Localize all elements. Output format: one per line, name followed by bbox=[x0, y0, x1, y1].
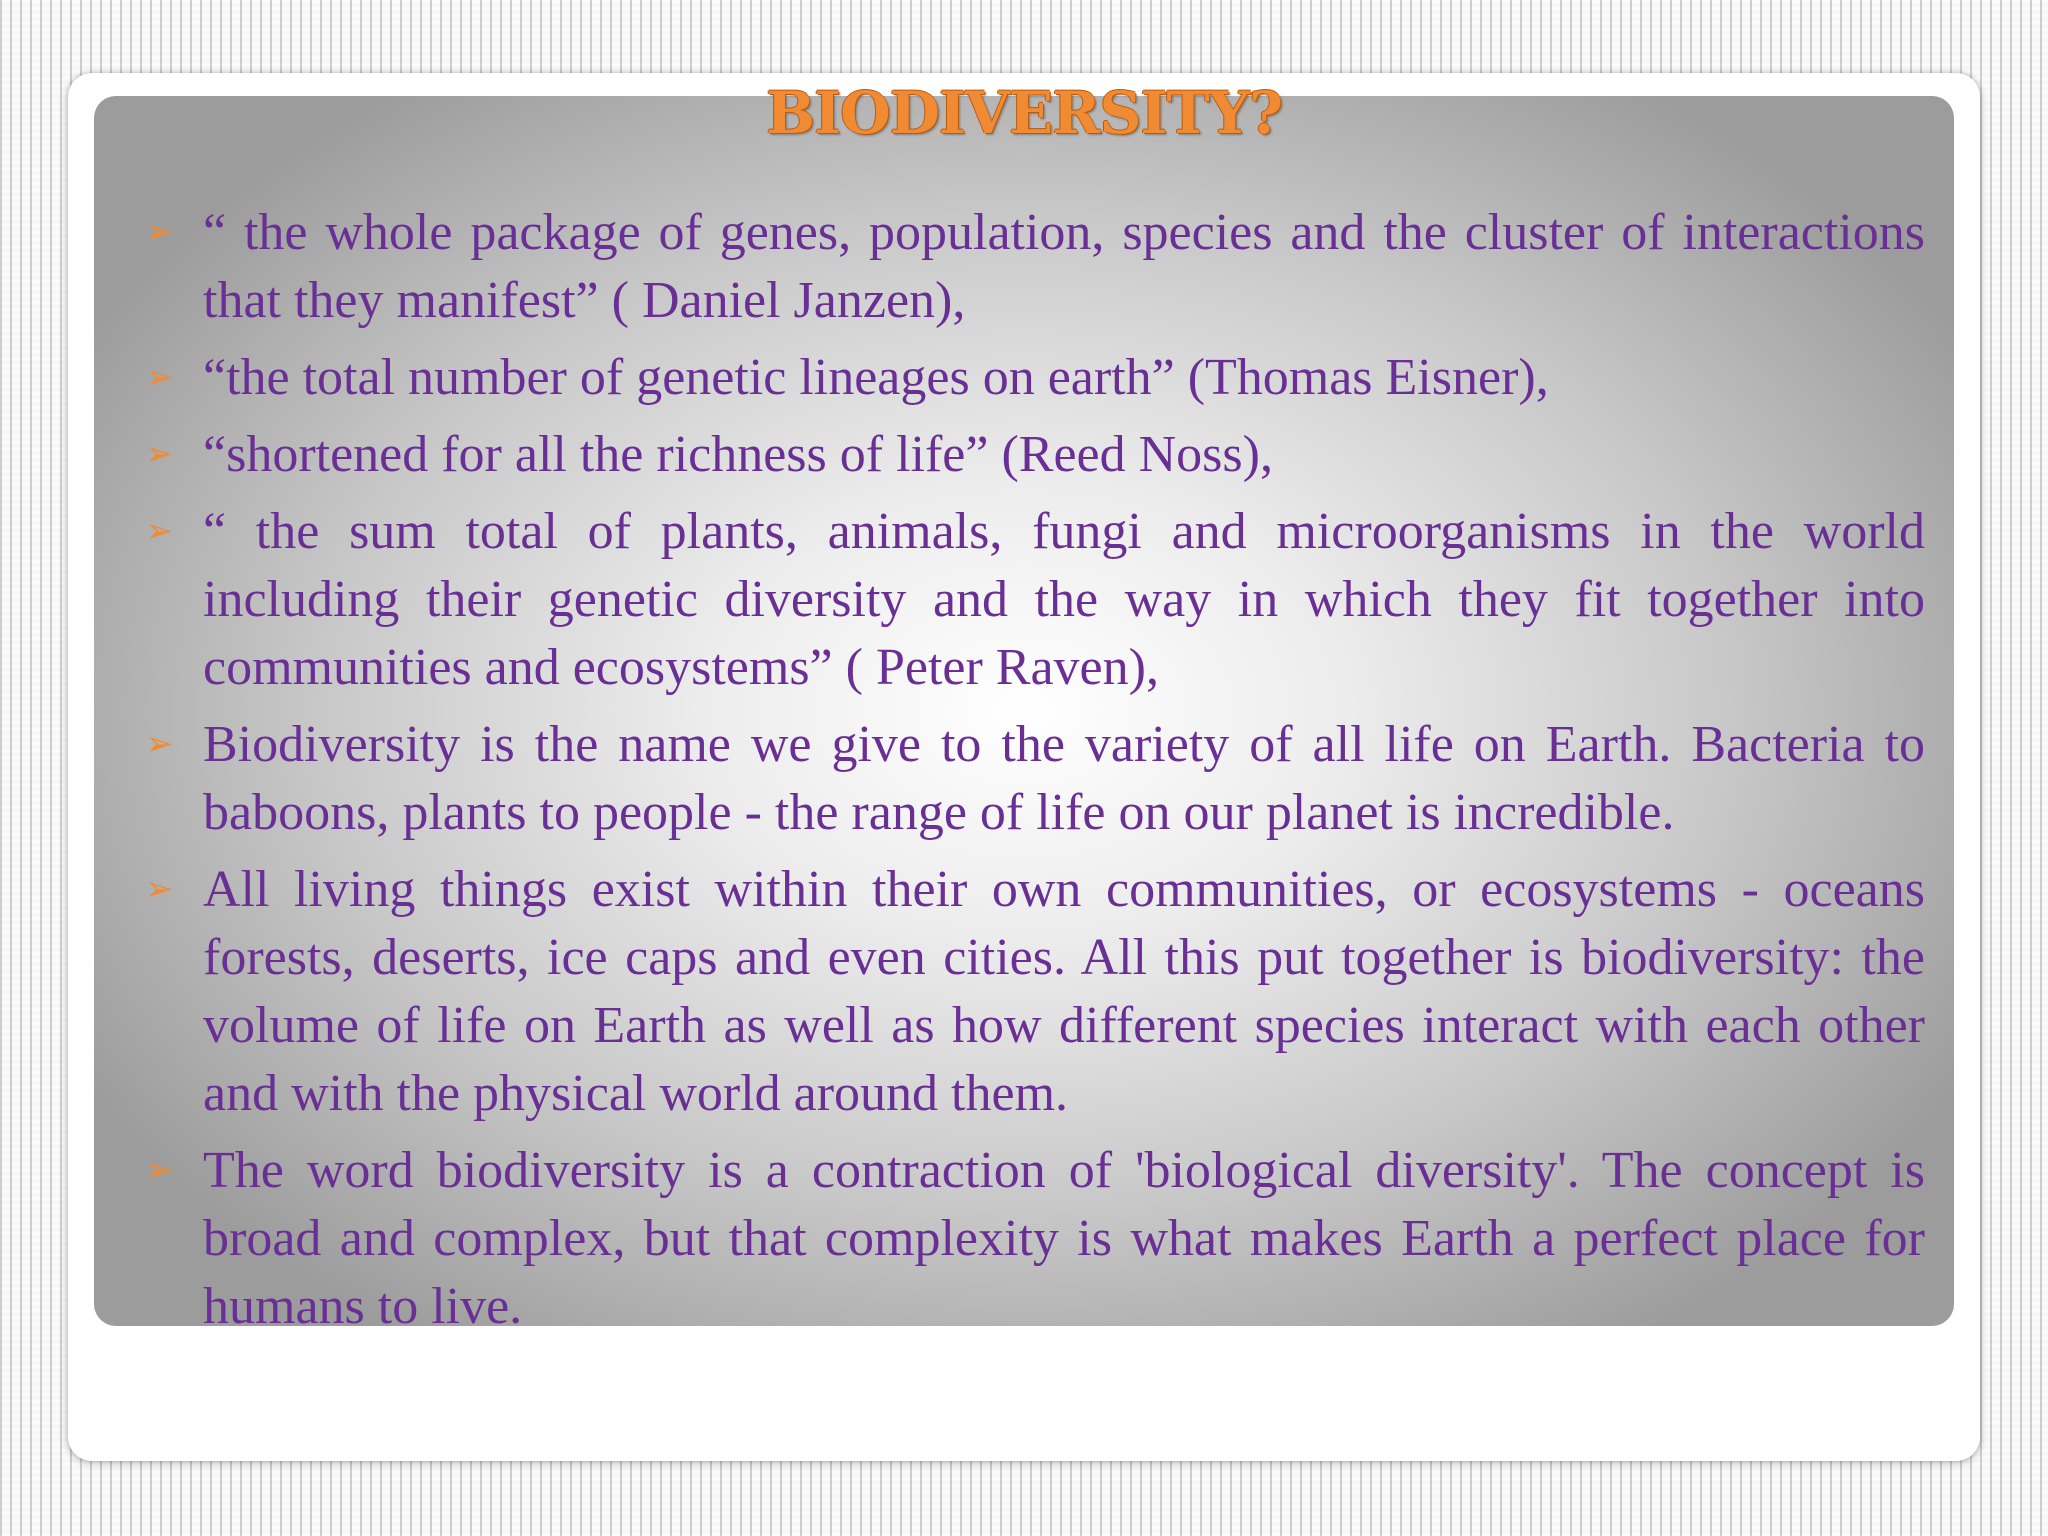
arrow-bullet-icon: ➢ bbox=[145, 1152, 174, 1189]
arrow-bullet-icon: ➢ bbox=[145, 726, 174, 763]
arrow-bullet-icon: ➢ bbox=[145, 436, 174, 473]
bullet-item bbox=[145, 344, 1925, 412]
bullet-item bbox=[145, 711, 1925, 847]
bullet-text: “ the whole package of genes, population, species and the cluster of interactions that they manifest” ( Daniel Janzen), bbox=[203, 204, 1925, 329]
arrow-bullet-icon: ➢ bbox=[145, 513, 174, 550]
arrow-bullet-icon: ➢ bbox=[145, 214, 174, 251]
bullet-item bbox=[145, 1137, 1925, 1341]
arrow-bullet-icon: ➢ bbox=[145, 359, 174, 396]
bullet-item bbox=[145, 498, 1925, 702]
bullet-text: Biodiversity is the name we give to the variety of all life on Earth. Bacteria to baboons, plants to people - the range of life on our planet is incredible. bbox=[203, 716, 1925, 841]
bullet-item bbox=[145, 199, 1925, 335]
bullet-text: “ the sum total of plants, animals, fungi and microorganisms in the world including their genetic diversity and the way in which they fit together into communities and ecosystems” ( Peter Raven), bbox=[203, 503, 1925, 696]
bullet-item bbox=[145, 856, 1925, 1128]
slide-title: BIODIVERSITY? bbox=[765, 79, 1283, 147]
bullet-text: All living things exist within their own communities, or ecosystems - oceans forests, deserts, ice caps and even cities. All this put together is biodiversity: the volume of life on Earth as well as how different species interact with each other and with the physical world around them. bbox=[203, 861, 1925, 1122]
bullet-text: “shortened for all the richness of life” (Reed Noss), bbox=[203, 426, 1273, 483]
arrow-bullet-icon: ➢ bbox=[145, 871, 174, 908]
bullet-item bbox=[145, 421, 1925, 489]
bullet-list bbox=[145, 199, 1925, 1350]
bullet-text: “the total number of genetic lineages on earth” (Thomas Eisner), bbox=[203, 349, 1549, 406]
bullet-text: The word biodiversity is a contraction of 'biological diversity'. The concept is broad and complex, but that complexity is what makes Earth a perfect place for humans to live. bbox=[203, 1142, 1925, 1335]
